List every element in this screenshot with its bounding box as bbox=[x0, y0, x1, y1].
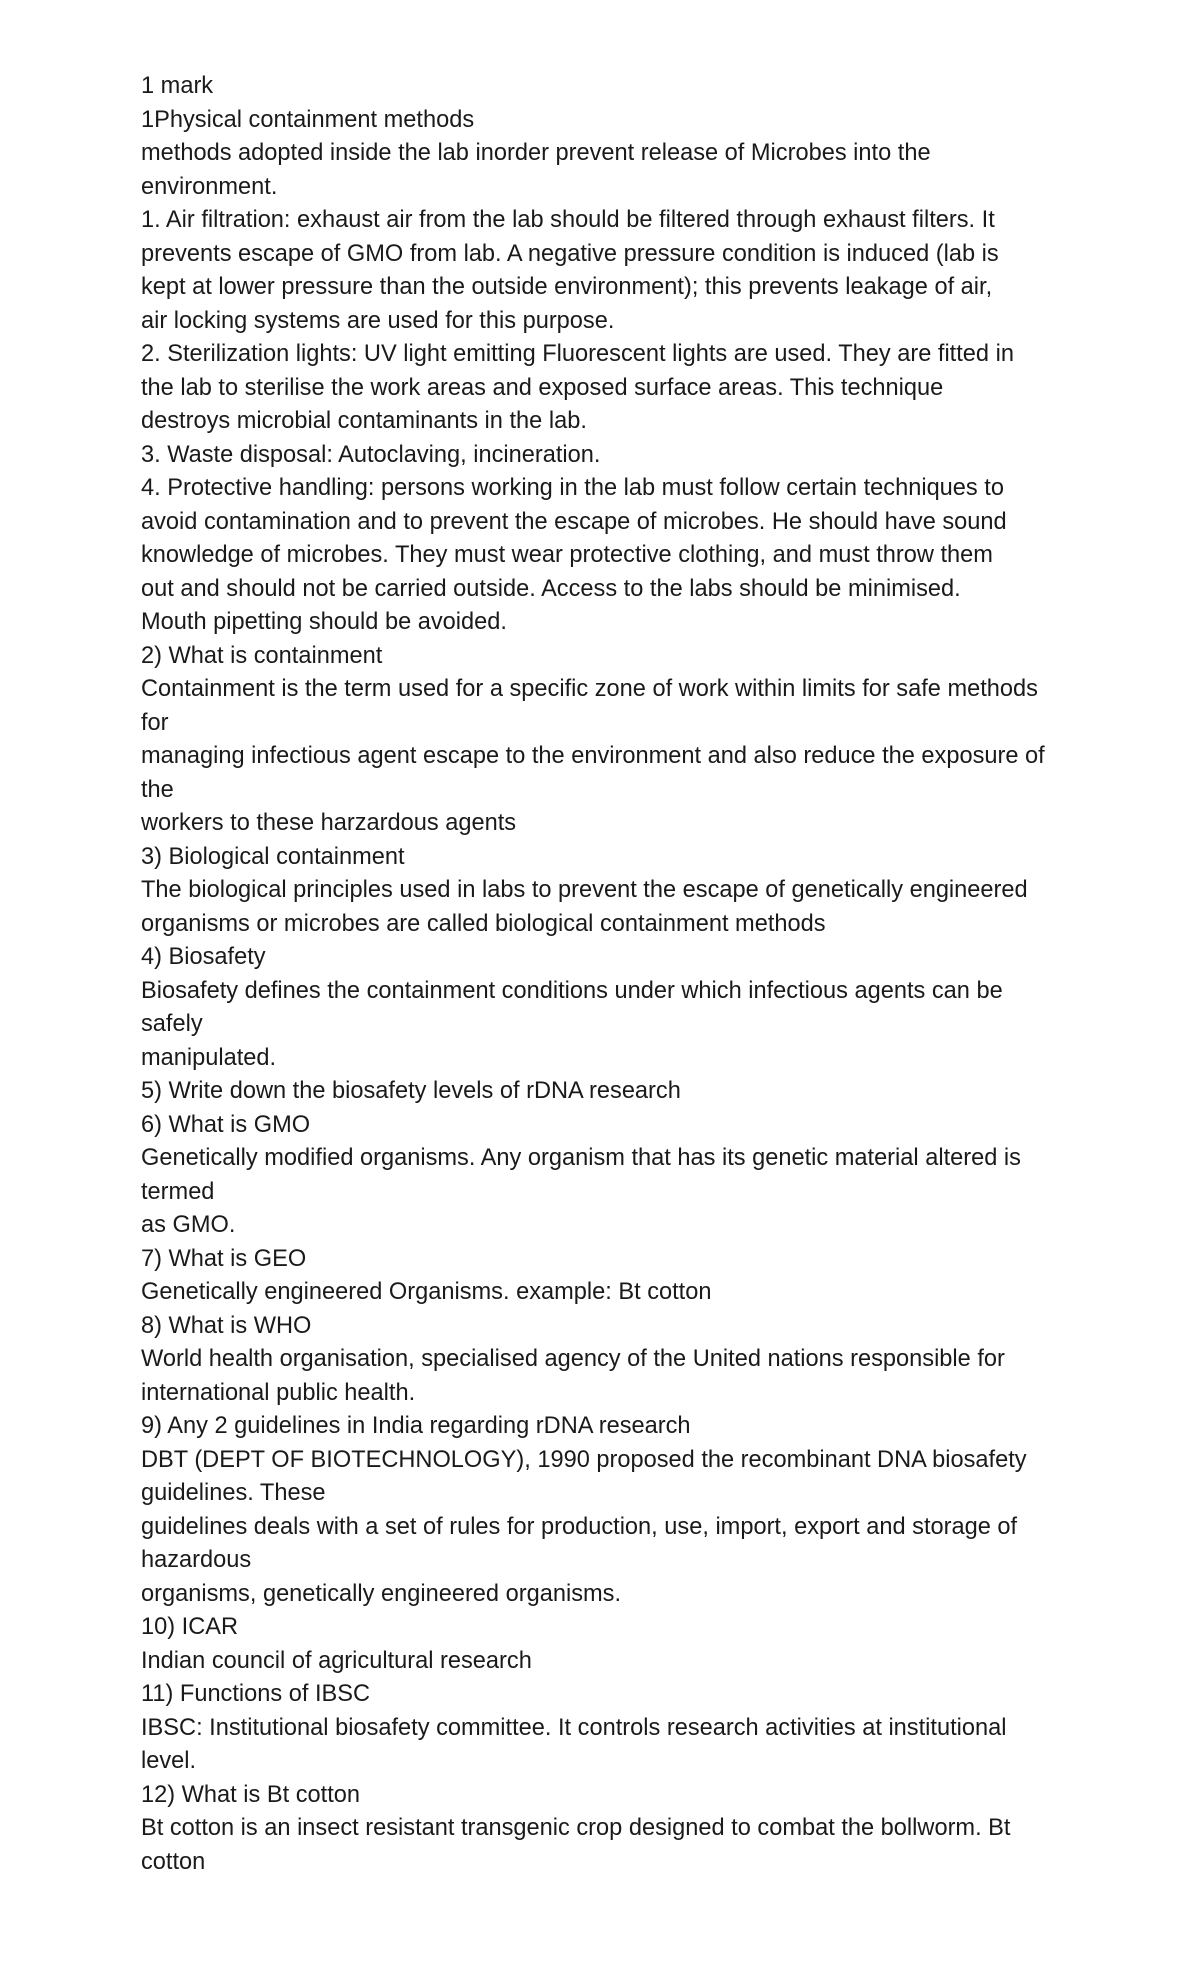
text-line: DBT (DEPT OF BIOTECHNOLOGY), 1990 proposed the recombinant DNA biosafety bbox=[141, 1446, 1027, 1473]
text-line: international public health. bbox=[141, 1379, 416, 1406]
text-line: cotton bbox=[141, 1848, 206, 1875]
text-line: hazardous bbox=[141, 1547, 252, 1573]
text-line: the lab to sterilise the work areas and exposed surface areas. This technique bbox=[141, 374, 944, 401]
text-line: 10) ICAR bbox=[141, 1614, 239, 1640]
text-line: as GMO. bbox=[141, 1212, 236, 1238]
text-line: for bbox=[141, 709, 169, 736]
text-line: 1. Air filtration: exhaust air from the lab should be filtered through exhaust filters. It bbox=[141, 207, 995, 233]
text-line: the bbox=[141, 776, 174, 803]
text-line: guidelines deals with a set of rules for production, use, import, export and storage of bbox=[141, 1513, 1018, 1540]
text-line: out and should not be carried outside. Access to the labs should be minimised. bbox=[141, 575, 961, 602]
text-line: The biological principles used in labs to prevent the escape of genetically engineered bbox=[141, 877, 1028, 903]
text-line: 12) What is Bt cotton bbox=[141, 1781, 360, 1808]
text-line: 4) Biosafety bbox=[141, 944, 266, 970]
text-line: Indian council of agricultural research bbox=[141, 1647, 532, 1674]
text-line: IBSC: Institutional biosafety committee. It controls research activities at institutional bbox=[141, 1714, 1007, 1741]
text-line: Mouth pipetting should be avoided. bbox=[141, 609, 507, 635]
text-line: 9) Any 2 guidelines in India regarding rDNA research bbox=[141, 1413, 691, 1439]
text-line: manipulated. bbox=[141, 1044, 277, 1071]
text-line: managing infectious agent escape to the environment and also reduce the exposure of bbox=[141, 743, 1045, 769]
text-line: avoid contamination and to prevent the escape of microbes. He should have sound bbox=[141, 508, 1007, 535]
text-line: 3) Biological containment bbox=[141, 843, 405, 870]
text-line: level. bbox=[141, 1748, 197, 1774]
text-line: 3. Waste disposal: Autoclaving, incineration. bbox=[141, 441, 601, 468]
text-line: air locking systems are used for this purpose. bbox=[141, 307, 615, 334]
text-line: World health organisation, specialised agency of the United nations responsible for bbox=[141, 1346, 1005, 1372]
text-line: 1Physical containment methods bbox=[141, 106, 475, 133]
text-line: 6) What is GMO bbox=[141, 1111, 311, 1138]
text-line: 2) What is containment bbox=[141, 642, 383, 669]
document-text bbox=[141, 70, 1141, 1879]
text-line: destroys microbial contaminants in the lab. bbox=[141, 408, 587, 434]
text-line: guidelines. These bbox=[141, 1480, 326, 1506]
text-line: 7) What is GEO bbox=[141, 1245, 307, 1272]
text-line: 4. Protective handling: persons working in the lab must follow certain techniques to bbox=[141, 475, 1004, 501]
text-line: Biosafety defines the containment conditions under which infectious agents can be bbox=[141, 977, 1003, 1004]
text-line: organisms, genetically engineered organisms. bbox=[141, 1580, 621, 1607]
text-line: termed bbox=[141, 1178, 215, 1205]
text-line: Containment is the term used for a specific zone of work within limits for safe methods bbox=[141, 676, 1038, 702]
text-line: Genetically engineered Organisms. example: Bt cotton bbox=[141, 1279, 712, 1305]
text-line: 11) Functions of IBSC bbox=[141, 1681, 371, 1707]
text-line: Genetically modified organisms. Any organism that has its genetic material altered is bbox=[141, 1145, 1021, 1171]
text-line: 1 mark bbox=[141, 73, 214, 99]
text-line: 2. Sterilization lights: UV light emitting Fluorescent lights are used. They are fitted in bbox=[141, 341, 1014, 367]
text-line: environment. bbox=[141, 173, 278, 200]
text-line: prevents escape of GMO from lab. A negative pressure condition is induced (lab is bbox=[141, 240, 999, 267]
text-line: 8) What is WHO bbox=[141, 1312, 312, 1339]
text-line: kept at lower pressure than the outside environment); this prevents leakage of air, bbox=[141, 274, 993, 300]
text-line: workers to these harzardous agents bbox=[141, 810, 517, 836]
text-line: Bt cotton is an insect resistant transgenic crop designed to combat the bollworm. Bt bbox=[141, 1815, 1011, 1841]
text-line: safely bbox=[141, 1011, 203, 1037]
text-line: knowledge of microbes. They must wear protective clothing, and must throw them bbox=[141, 542, 993, 568]
text-line: methods adopted inside the lab inorder prevent release of Microbes into the bbox=[141, 140, 931, 166]
text-line: organisms or microbes are called biological containment methods bbox=[141, 910, 826, 937]
text-line: 5) Write down the biosafety levels of rDNA research bbox=[141, 1078, 681, 1104]
